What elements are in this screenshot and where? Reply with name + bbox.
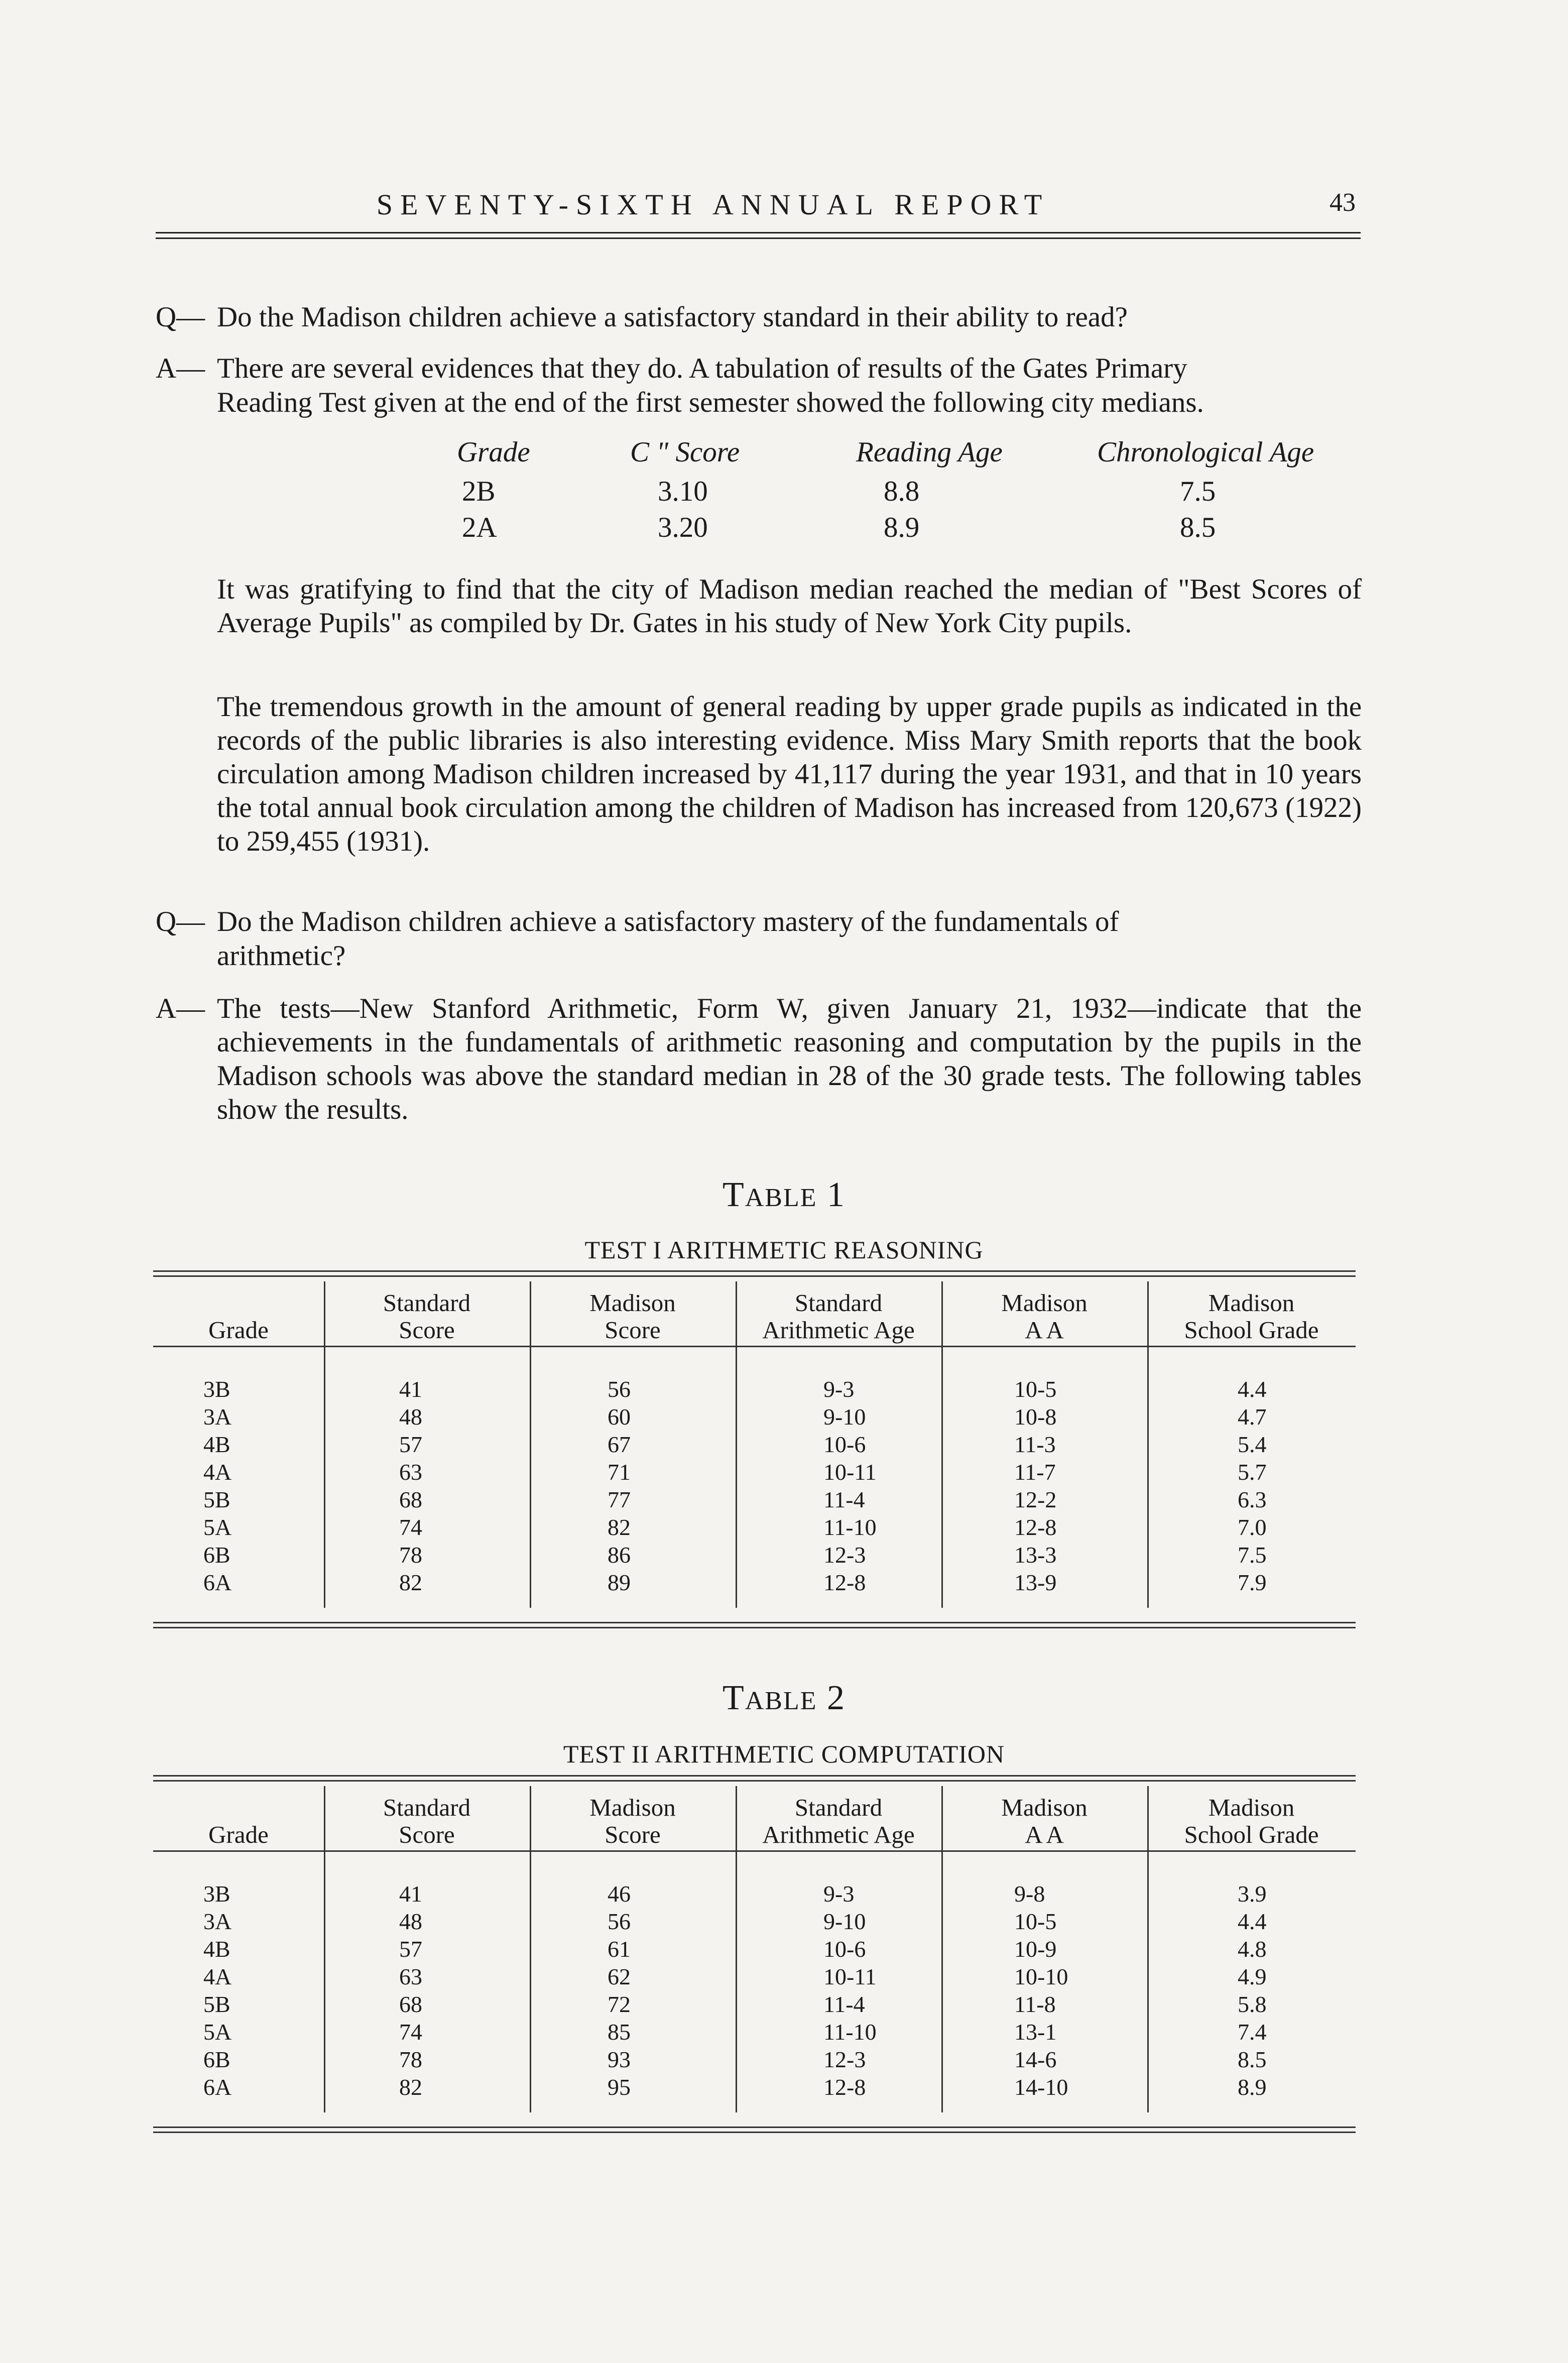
column-header	[1147, 1794, 1356, 1848]
column-header-line: Grade	[208, 1316, 269, 1344]
table-cell: 68	[399, 1991, 422, 2017]
column-header	[736, 1289, 941, 1344]
question-2	[156, 905, 1361, 973]
table-cell: 11-4	[823, 1487, 865, 1512]
column-header	[530, 1794, 736, 1848]
table-cell: 13-3	[1014, 1542, 1057, 1568]
column-header-line: Madison	[589, 1794, 676, 1821]
table-cell: 9-3	[823, 1881, 855, 1907]
column-header-line: Score	[399, 1821, 455, 1848]
table-cell: 67	[608, 1432, 631, 1457]
column-header-line: Score	[399, 1316, 455, 1344]
table-cell: 5A	[203, 1514, 232, 1540]
column-header-line: Score	[605, 1821, 661, 1848]
table-cell: 82	[399, 1570, 422, 1595]
table-cell: 10-6	[823, 1432, 866, 1457]
table-top-rule	[153, 1270, 1356, 1272]
header-bottom-rule	[153, 1346, 1356, 1347]
table-cell: 11-10	[823, 2019, 877, 2045]
table-cell: 4A	[203, 1459, 232, 1485]
column-header-line	[153, 1794, 324, 1821]
paragraph-library-circulation: The tremendous growth in the amount of general reading by upper grade pupils as indicated in the records of the public libraries is also interesting evidence. Miss Mary Smith reports that the book circulation among Madison children increased by 41,117 during the year 1931, and that in 10 years the total annual book circulation among the children of Madison has increased from 120,673 (1922) to 259,455 (1931).	[217, 691, 1362, 857]
table-cell: 8.5	[1238, 2047, 1267, 2072]
table-cell: 4.4	[1238, 1376, 1267, 1402]
gates-header-chronological-age: Chronological Age	[1097, 436, 1314, 468]
column-header-line: Score	[605, 1316, 661, 1344]
table-cell: 4.7	[1238, 1404, 1267, 1430]
column-header	[941, 1794, 1147, 1848]
table-cell: 3B	[203, 1881, 230, 1907]
table-cell: 56	[608, 1376, 631, 1402]
table-cell: 10-5	[1014, 1376, 1057, 1402]
question-2-line2: arithmetic?	[217, 940, 346, 972]
table-cell: 3A	[203, 1404, 232, 1430]
table-cell: 5.8	[1238, 1991, 1267, 2017]
table-cell: 82	[399, 2074, 422, 2100]
table-cell: 5B	[203, 1487, 230, 1512]
table-2-subtitle: TEST II ARITHMETIC COMPUTATION	[563, 1740, 1005, 1768]
table-cell: 7.5	[1238, 1542, 1267, 1568]
table-cell: 10-10	[1014, 1964, 1068, 1989]
table-cell: 4A	[203, 1964, 232, 1989]
answer-1-lead: A—	[156, 352, 205, 384]
column-header	[324, 1289, 530, 1344]
gates-reading-age: 8.9	[884, 512, 920, 543]
column-header-line: Madison	[1001, 1794, 1088, 1821]
table-cell: 41	[399, 1376, 422, 1402]
table-cell: 74	[399, 2019, 422, 2045]
column-header-line: A A	[1025, 1821, 1064, 1848]
gates-chronological-age: 7.5	[1180, 476, 1216, 507]
table-cell: 78	[399, 1542, 422, 1568]
table-cell: 11-8	[1014, 1991, 1056, 2017]
table-cell: 9-10	[823, 1909, 866, 1934]
gates-c-score: 3.10	[658, 476, 708, 507]
table-1-title-initial: T	[722, 1175, 745, 1214]
answer-2-text: The tests—New Stanford Arithmetic, Form W, given January 21, 1932—indicate that the achievements in the fundamentals of arithmetic reasoning and computation by the pupils in the Madison schools was above the standard median in 28 of the 30 grade tests. The following tables show the results.	[217, 993, 1362, 1125]
column-header-line: Madison	[1208, 1794, 1295, 1821]
answer-1	[156, 351, 1361, 420]
question-1	[156, 300, 1361, 334]
table-cell: 48	[399, 1909, 422, 1934]
gates-reading-age: 8.8	[884, 476, 920, 507]
table-cell: 11-10	[823, 1514, 877, 1540]
gates-row	[457, 511, 1361, 546]
column-header-line	[153, 1289, 324, 1317]
table-cell: 57	[399, 1432, 422, 1457]
table-cell: 56	[608, 1909, 631, 1934]
table-cell: 4.8	[1238, 1936, 1267, 1962]
column-header	[530, 1289, 736, 1344]
table-cell: 14-10	[1014, 2074, 1068, 2100]
gates-header-grade: Grade	[457, 436, 530, 468]
table-cell: 5.7	[1238, 1459, 1267, 1485]
table-cell: 77	[608, 1487, 631, 1512]
table-cell: 71	[608, 1459, 631, 1485]
table-cell: 72	[608, 1991, 631, 2017]
table-cell: 6A	[203, 1570, 232, 1595]
table-top-rule	[153, 1275, 1356, 1277]
table-cell: 57	[399, 1936, 422, 1962]
table-cell: 11-7	[1014, 1459, 1056, 1485]
column-header-line: Madison	[1001, 1289, 1088, 1317]
gates-grade: 2A	[462, 512, 497, 543]
table-bottom-rule	[153, 2126, 1356, 2128]
table-cell: 62	[608, 1964, 631, 1989]
table-2-title-rest: ABLE	[745, 1687, 817, 1715]
table-cell: 13-9	[1014, 1570, 1057, 1595]
table-cell: 11-3	[1014, 1432, 1056, 1457]
table-cell: 5.4	[1238, 1432, 1267, 1457]
column-header-line: Grade	[208, 1821, 269, 1848]
table-cell: 93	[608, 2047, 631, 2072]
table-cell: 9-10	[823, 1404, 866, 1430]
answer-1-line2: Reading Test given at the end of the first semester showed the following city medians.	[217, 387, 1204, 418]
column-header-line: Standard	[794, 1289, 883, 1317]
table-1-title-rest: ABLE	[745, 1184, 817, 1212]
table-cell: 48	[399, 1404, 422, 1430]
report-title: SEVENTY-SIXTH ANNUAL REPORT	[376, 188, 1050, 221]
table-cell: 7.4	[1238, 2019, 1267, 2045]
gates-chronological-age: 8.5	[1180, 512, 1216, 543]
table-cell: 86	[608, 1542, 631, 1568]
table-cell: 10-11	[823, 1964, 877, 1989]
column-header	[324, 1794, 530, 1848]
table-cell: 10-5	[1014, 1909, 1057, 1934]
question-1-text: Do the Madison children achieve a satisfactory standard in their ability to read?	[217, 301, 1128, 333]
table-cell: 6B	[203, 2047, 230, 2072]
table-cell: 85	[608, 2019, 631, 2045]
table-2-title	[0, 1678, 1568, 1718]
table-1-title	[0, 1175, 1568, 1215]
table-cell: 6B	[203, 1542, 230, 1568]
table-cell: 68	[399, 1487, 422, 1512]
table-cell: 3A	[203, 1909, 232, 1934]
table-cell: 41	[399, 1881, 422, 1907]
running-header	[156, 188, 1356, 228]
table-cell: 60	[608, 1404, 631, 1430]
table-cell: 10-9	[1014, 1936, 1057, 1962]
table-top-rule	[153, 1780, 1356, 1782]
gates-row	[457, 475, 1361, 510]
gates-c-score: 3.20	[658, 512, 708, 543]
column-header	[153, 1289, 324, 1344]
header-bottom-rule	[153, 1850, 1356, 1852]
column-header-line: Arithmetic Age	[762, 1316, 915, 1344]
table-2-title-initial: T	[722, 1679, 745, 1717]
column-header-line: Arithmetic Age	[762, 1821, 915, 1848]
table-cell: 9-3	[823, 1376, 855, 1402]
table-1-title-number: 1	[827, 1175, 846, 1214]
table-cell: 5B	[203, 1991, 230, 2017]
table-cell: 4.4	[1238, 1909, 1267, 1934]
page-number: 43	[1330, 188, 1356, 217]
table-cell: 4B	[203, 1936, 230, 1962]
table-cell: 82	[608, 1514, 631, 1540]
table-cell: 11-4	[823, 1991, 865, 2017]
gates-header-reading-age: Reading Age	[856, 436, 1003, 468]
gates-header-row	[457, 436, 1361, 471]
table-cell: 4.9	[1238, 1964, 1267, 1989]
table-cell: 12-2	[1014, 1487, 1057, 1512]
column-header-line: School Grade	[1184, 1316, 1319, 1344]
table-cell: 7.0	[1238, 1514, 1267, 1540]
question-2-lead: Q—	[156, 906, 205, 937]
table-cell: 74	[399, 1514, 422, 1540]
table-2-arithmetic-computation	[153, 1775, 1356, 2134]
table-cell: 10-11	[823, 1459, 877, 1485]
table-cell: 4B	[203, 1432, 230, 1457]
table-cell: 12-3	[823, 1542, 866, 1568]
column-header-line: Standard	[794, 1794, 883, 1821]
table-cell: 6A	[203, 2074, 232, 2100]
table-cell: 12-8	[1014, 1514, 1057, 1540]
column-header-line: Standard	[383, 1794, 471, 1821]
table-1-arithmetic-reasoning	[153, 1270, 1356, 1629]
column-header-line: A A	[1025, 1316, 1064, 1344]
table-cell: 7.9	[1238, 1570, 1267, 1595]
table-bottom-rule	[153, 1622, 1356, 1623]
column-header	[736, 1794, 941, 1848]
table-cell: 61	[608, 1936, 631, 1962]
table-cell: 46	[608, 1881, 631, 1907]
paragraph-gates-comparison: It was gratifying to find that the city of Madison median reached the median of "Best Scores of Average Pupils" as compiled by Dr. Gates in his study of New York City pupils.	[217, 573, 1362, 639]
table-cell: 63	[399, 1964, 422, 1989]
table-cell: 89	[608, 1570, 631, 1595]
table-1-subtitle: TEST I ARITHMETIC REASONING	[584, 1236, 984, 1264]
table-cell: 63	[399, 1459, 422, 1485]
column-header-line: Madison	[589, 1289, 676, 1317]
table-cell: 3B	[203, 1376, 230, 1402]
column-header	[153, 1794, 324, 1848]
column-header-line: Standard	[383, 1289, 471, 1317]
table-cell: 12-8	[823, 1570, 866, 1595]
header-rule	[156, 232, 1361, 239]
gates-header-c-score: C " Score	[630, 436, 740, 468]
table-cell: 10-6	[823, 1936, 866, 1962]
table-cell: 3.9	[1238, 1881, 1267, 1907]
question-2-line1: Do the Madison children achieve a satisfactory mastery of the fundamentals of	[217, 906, 1119, 937]
column-header	[941, 1289, 1147, 1344]
column-header-line: Madison	[1208, 1289, 1295, 1317]
table-top-rule	[153, 1775, 1356, 1777]
table-cell: 12-8	[823, 2074, 866, 2100]
table-cell: 14-6	[1014, 2047, 1057, 2072]
answer-2-lead: A—	[156, 993, 205, 1024]
table-cell: 5A	[203, 2019, 232, 2045]
table-cell: 12-3	[823, 2047, 866, 2072]
table-cell: 10-8	[1014, 1404, 1057, 1430]
table-bottom-rule	[153, 2132, 1356, 2133]
table-cell: 8.9	[1238, 2074, 1267, 2100]
table-cell: 78	[399, 2047, 422, 2072]
table-cell: 13-1	[1014, 2019, 1057, 2045]
table-bottom-rule	[153, 1627, 1356, 1628]
table-cell: 9-8	[1014, 1881, 1045, 1907]
gates-grade: 2B	[462, 476, 496, 507]
table-cell: 6.3	[1238, 1487, 1267, 1512]
column-header-line: School Grade	[1184, 1821, 1319, 1848]
column-header	[1147, 1289, 1356, 1344]
question-1-lead: Q—	[156, 301, 205, 333]
answer-1-line1: There are several evidences that they do. A tabulation of results of the Gates Primary	[217, 352, 1187, 384]
table-cell: 95	[608, 2074, 631, 2100]
table-2-title-number: 2	[827, 1679, 846, 1717]
